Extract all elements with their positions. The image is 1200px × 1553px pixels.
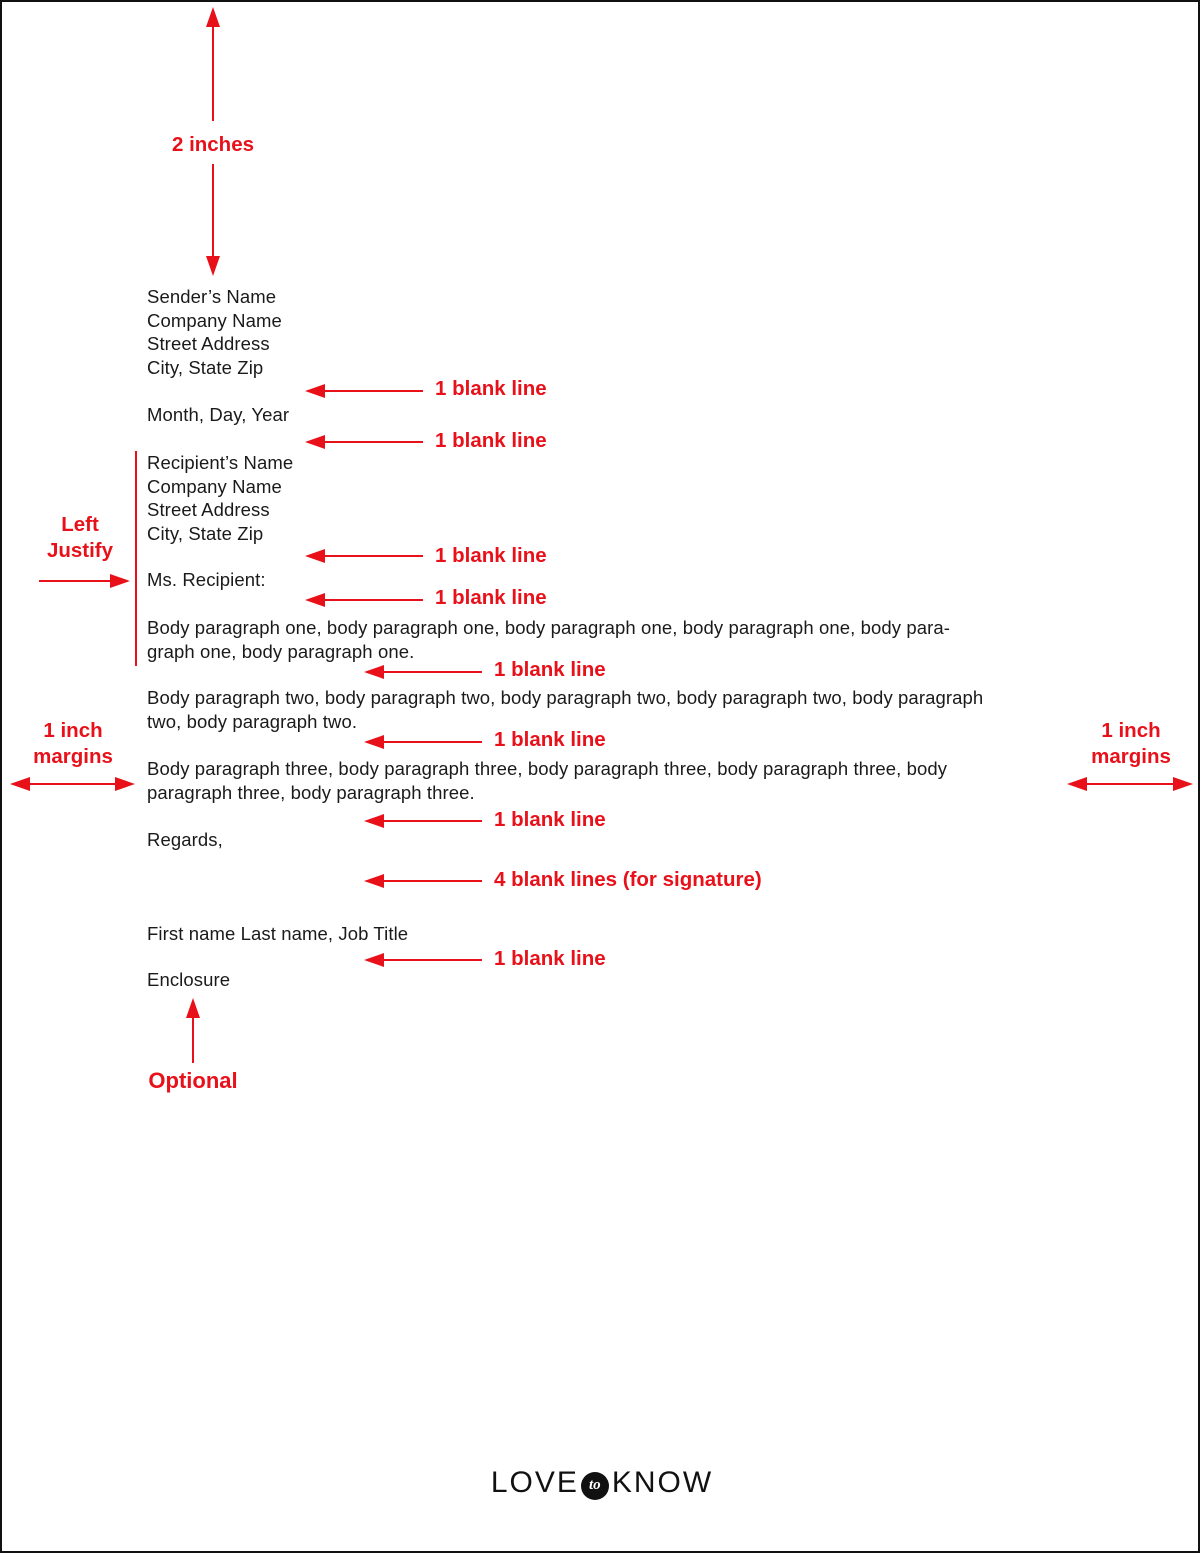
body-paragraph-one [147, 616, 950, 663]
lovetoknow-logo [2, 1466, 1200, 1500]
blank-line-label: 1 blank line [435, 586, 547, 609]
body-paragraph-three [147, 757, 947, 804]
body-paragraph-one-line-1: Body paragraph one, body paragraph one, body paragraph one, body paragraph one, body para- [147, 617, 951, 638]
salutation: Ms. Recipient: [147, 569, 266, 590]
sender-block [147, 285, 282, 379]
logo-text-know: KNOW [611, 1466, 714, 1499]
left-margin-arrow-shaft [28, 783, 118, 785]
left-justify-label-line-2: Justify [46, 539, 114, 562]
top-margin-arrow-head-up [206, 7, 220, 27]
top-margin-label: 2 inches [171, 133, 255, 156]
top-margin-arrow-head-down [206, 256, 220, 276]
body-paragraph-three-line-2: paragraph three, body paragraph three. [147, 781, 475, 803]
right-margin-arrow-head-left [1067, 777, 1087, 791]
body-paragraph-two-line-2: two, body paragraph two. [147, 710, 358, 732]
blank-line-label: 1 blank line [435, 544, 547, 567]
enclosure: Enclosure [147, 969, 231, 990]
letter-date: Month, Day, Year [147, 404, 290, 425]
optional-arrow-head [186, 998, 200, 1018]
right-margin-label-line-2: margins [1091, 745, 1171, 768]
blank-line-label: 1 blank line [435, 377, 547, 400]
left-justify-bar [135, 451, 137, 666]
body-paragraph-two [147, 686, 983, 733]
blank-line-arrow-shaft [381, 671, 482, 673]
logo-text-love: LOVE [490, 1466, 579, 1499]
sender-company: Company Name [147, 309, 282, 331]
blank-line-label: 1 blank line [494, 947, 606, 970]
signature-space-arrow-shaft [381, 880, 482, 882]
blank-line-label: 1 blank line [494, 728, 606, 751]
sender-city-state-zip: City, State Zip [147, 356, 264, 378]
blank-line-arrow-shaft [322, 441, 423, 443]
recipient-street: Street Address [147, 499, 270, 520]
blank-line-arrow-shaft [381, 820, 482, 822]
blank-line-arrow-shaft [381, 959, 482, 961]
recipient-city-state-zip: City, State Zip [147, 522, 264, 544]
blank-line-label: 1 blank line [494, 808, 606, 831]
blank-line-arrow-shaft [322, 599, 423, 601]
right-margin-arrow-head-right [1173, 777, 1193, 791]
left-margin-arrow-head-right [115, 777, 135, 791]
top-margin-arrow-upper-shaft [212, 26, 214, 121]
top-margin-arrow-lower-shaft [212, 164, 214, 258]
left-justify-arrow-head [110, 574, 130, 588]
right-margin-label [1070, 718, 1192, 770]
body-paragraph-three-line-1: Body paragraph three, body paragraph three, body paragraph three, body paragraph three, body [147, 758, 948, 779]
left-margin-label-line-1: 1 inch [43, 719, 103, 742]
optional-label: Optional [148, 1068, 238, 1093]
left-justify-label-line-1: Left [61, 513, 99, 536]
left-margin-label-line-2: margins [33, 745, 113, 768]
sender-street: Street Address [147, 333, 270, 354]
body-paragraph-one-line-2: graph one, body paragraph one. [147, 640, 415, 662]
blank-line-arrow-shaft [322, 390, 423, 392]
left-justify-label [32, 512, 128, 564]
right-margin-arrow-shaft [1085, 783, 1175, 785]
recipient-name: Recipient’s Name [147, 452, 294, 473]
left-justify-arrow-shaft [39, 580, 111, 582]
signature-name-title: First name Last name, Job Title [147, 923, 409, 944]
signature-space-label: 4 blank lines (for signature) [494, 868, 762, 891]
sender-name: Sender’s Name [147, 286, 277, 307]
left-margin-label [12, 718, 134, 770]
right-margin-label-line-1: 1 inch [1101, 719, 1161, 742]
recipient-company: Company Name [147, 475, 282, 497]
body-paragraph-two-line-1: Body paragraph two, body paragraph two, body paragraph two, body paragraph two, body paragraph [147, 687, 984, 708]
blank-line-arrow-shaft [381, 741, 482, 743]
blank-line-label: 1 blank line [435, 429, 547, 452]
logo-to-badge-icon: to [581, 1472, 609, 1500]
blank-line-label: 1 blank line [494, 658, 606, 681]
recipient-block [147, 451, 293, 545]
blank-line-arrow-shaft [322, 555, 423, 557]
optional-arrow-shaft [192, 1016, 194, 1063]
closing: Regards, [147, 829, 223, 850]
left-margin-arrow-head-left [10, 777, 30, 791]
